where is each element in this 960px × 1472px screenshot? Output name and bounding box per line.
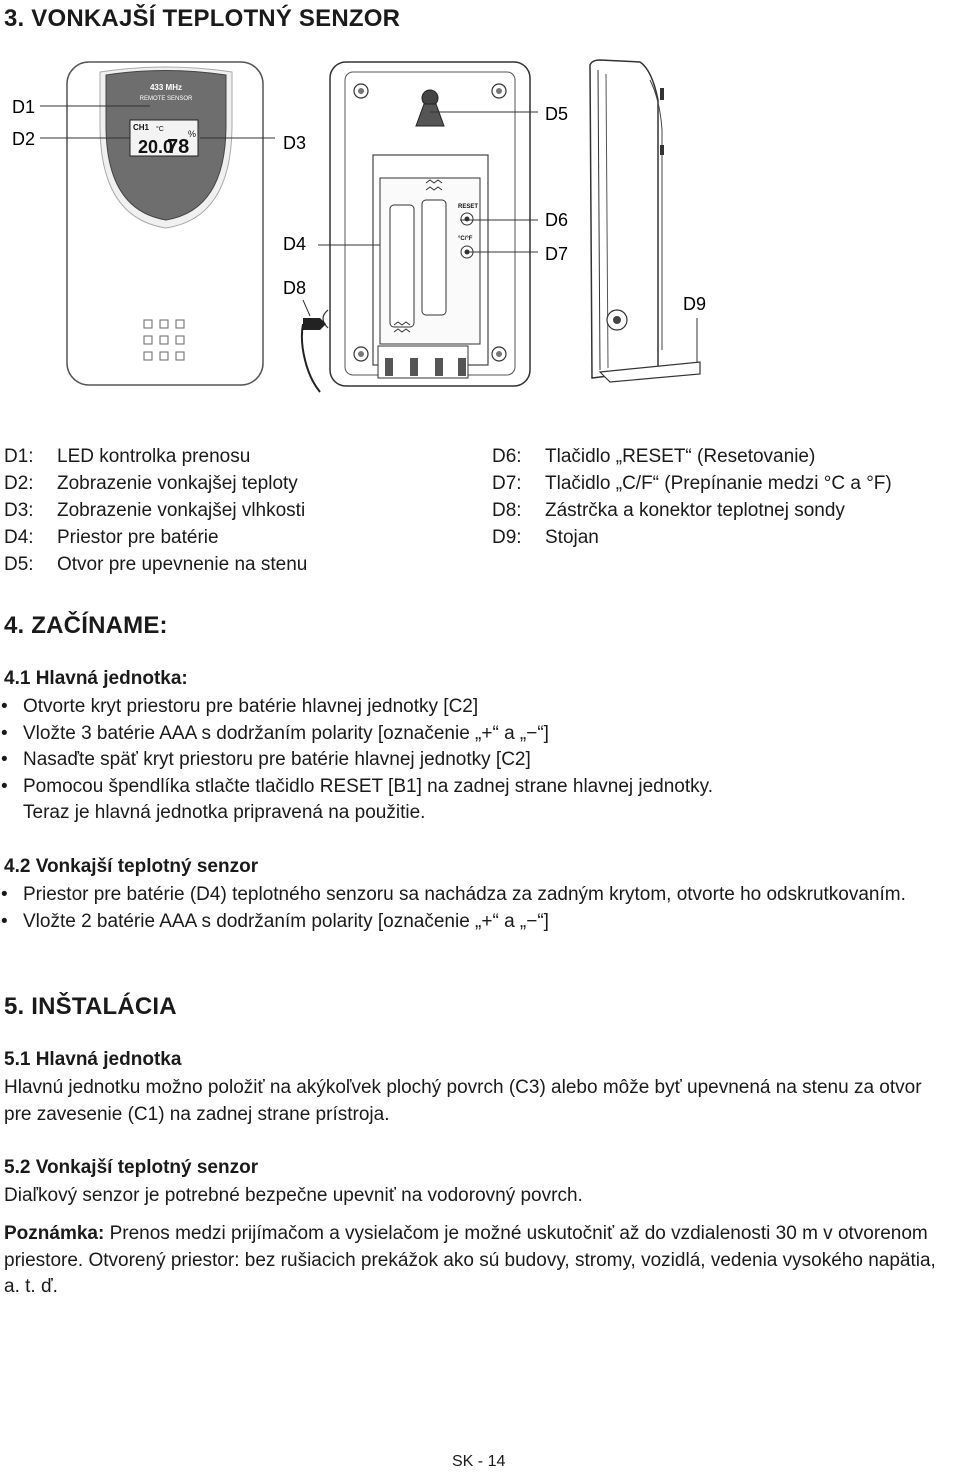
list-item: • Vložte 3 batérie AAA s dodržaním polarity [označenie „+“ a „−“] — [0, 721, 950, 748]
callout-d3: D3 — [283, 133, 307, 153]
note-paragraph — [4, 1221, 949, 1301]
legend-item-d8: D8: Zástrčka a konektor teplotnej sondy — [492, 500, 845, 521]
callout-d9: D9 — [683, 294, 707, 314]
section-4-1-title: 4.1 Hlavná jednotka: — [4, 668, 188, 689]
list-item: • Vložte 2 batérie AAA s dodržaním polarity [označenie „+“ a „−“] — [0, 909, 930, 936]
legend-item-d7: D7: Tlačidlo „C/F“ (Prepínanie medzi °C a °F) — [492, 473, 892, 494]
lcd-humidity: 78 — [167, 136, 190, 158]
lcd-channel: CH1 — [133, 123, 150, 132]
remote-sensor-label: REMOTE SENSOR — [139, 96, 193, 102]
sensor-figure — [0, 50, 960, 400]
lcd-hum-unit: % — [188, 129, 197, 139]
section-3-title: 3. VONKAJŠÍ TEPLOTNÝ SENZOR — [4, 5, 401, 32]
callout-d8: D8 — [283, 278, 307, 298]
freq-label: 433 MHz — [149, 83, 183, 92]
note-text: Prenos medzi prijímačom a vysielačom je možné uskutočniť až do vzdialenosti 30 m v otvorenom priestore. Otvorený priestor: bez rušiacich prekážok ako sú budovy, stromy, vozidlá, vedenia vysokého napätia, a. t. ď. — [4, 1223, 936, 1297]
section-4-1-list — [0, 694, 950, 800]
lcd-temp-unit: °C — [156, 126, 164, 133]
note-label: Poznámka: — [4, 1223, 105, 1244]
section-4-2-title: 4.2 Vonkajší teplotný senzor — [4, 856, 259, 877]
callout-d6: D6 — [545, 210, 569, 230]
section-5-2-text: Diaľkový senzor je potrebné bezpečne upevniť na vodorovný povrch. — [4, 1185, 583, 1206]
legend-item-d1: D1: LED kontrolka prenosu — [4, 446, 251, 467]
lcd-temperature: 20.0 — [138, 137, 174, 157]
list-item: • Priestor pre batérie (D4) teplotného senzoru sa nachádza za zadným krytom, otvorte ho odskrutkovaním. — [0, 882, 930, 909]
section-5-2-title: 5.2 Vonkajší teplotný senzor — [4, 1157, 259, 1178]
list-item: • Otvorte kryt priestoru pre batérie hlavnej jednotky [C2] — [0, 694, 950, 721]
section-4-1-continuation: Teraz je hlavná jednotka pripravená na použitie. — [23, 802, 426, 823]
list-item: • Nasaďte späť kryt priestoru pre batérie hlavnej jednotky [C2] — [0, 747, 950, 774]
legend-item-d2: D2: Zobrazenie vonkajšej teploty — [4, 473, 298, 494]
list-item: • Pomocou špendlíka stlačte tlačidlo RESET [B1] na zadnej strane hlavnej jednotky. — [0, 774, 950, 801]
legend-item-d4: D4: Priestor pre batérie — [4, 527, 219, 548]
callout-d5: D5 — [545, 104, 569, 124]
legend-item-d9: D9: Stojan — [492, 527, 599, 548]
callout-d1: D1 — [12, 97, 36, 117]
legend-item-d3: D3: Zobrazenie vonkajšej vlhkosti — [4, 500, 306, 521]
side-view — [590, 60, 700, 382]
reset-label: RESET — [458, 204, 479, 210]
cf-label: °C/°F — [458, 236, 473, 242]
callout-d4: D4 — [283, 234, 307, 254]
section-4-2-list — [0, 882, 930, 935]
section-5-1-title: 5.1 Hlavná jednotka — [4, 1049, 182, 1070]
callout-d2: D2 — [12, 129, 36, 149]
legend-item-d5: D5: Otvor pre upevnenie na stenu — [4, 554, 308, 575]
legend-item-d6: D6: Tlačidlo „RESET“ (Resetovanie) — [492, 446, 816, 467]
front-view — [67, 62, 263, 385]
page-number: SK - 14 — [452, 1453, 506, 1470]
callout-d7: D7 — [545, 244, 569, 264]
section-5-title: 5. INŠTALÁCIA — [4, 993, 177, 1020]
section-5-1-text: Hlavnú jednotku možno položiť na akýkoľvek plochý povrch (C3) alebo môže byť upevnená na stenu za otvor pre zavesenie (C1) na zadnej strane prístroja. — [4, 1077, 922, 1125]
section-4-title: 4. ZAČÍNAME: — [4, 612, 168, 639]
